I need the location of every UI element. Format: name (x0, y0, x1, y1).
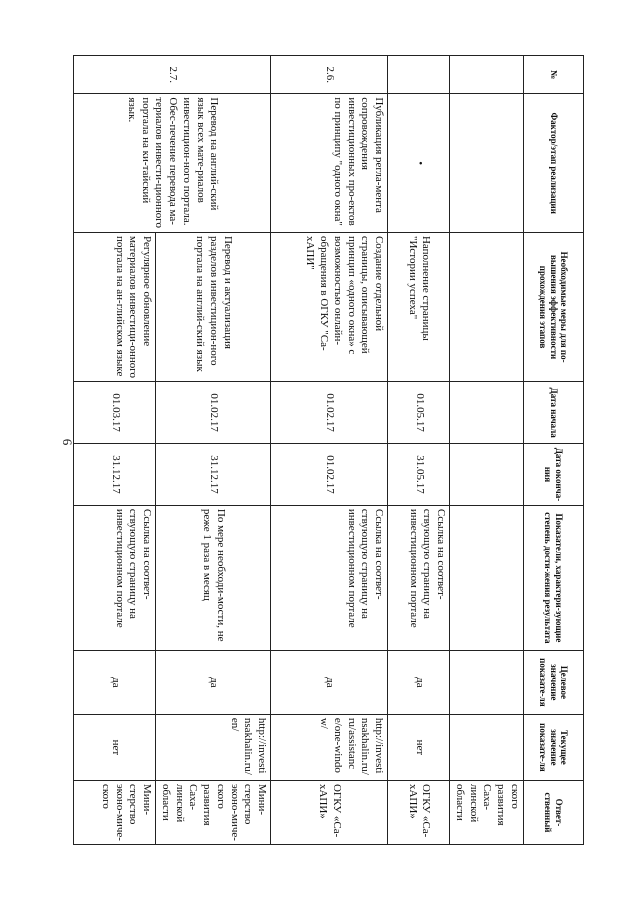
cell-responsible: ОГКУ «Са-хАПИ» (388, 780, 450, 844)
cell-current (450, 714, 524, 780)
page-number: 6 (60, 438, 75, 446)
table-row (156, 56, 271, 845)
cell-responsible: Мини-стерство эконо-миче-ского развития Саха-линской области (156, 780, 271, 844)
header-target: Целевое значение показате-ля (524, 650, 584, 714)
investment-measures-table (73, 55, 584, 845)
cell-end: 31.12.17 (74, 444, 156, 506)
cell-indicator: По мере необходи-мости, не реже 1 раза в месяц (156, 505, 271, 650)
cell-start (450, 382, 524, 444)
header-indicator: Показатели, характери-зующие степень дости-жения результата (524, 505, 584, 650)
cell-factor: Публикация регла-мента сопровождения инвестиционных про-ектов по принципу "одного окна" (271, 94, 388, 233)
header-start: Дата начала (524, 382, 584, 444)
header-current: Текущее значение показате-ля (524, 714, 584, 780)
cell-factor: • (388, 94, 450, 233)
cell-current: нет (74, 714, 156, 780)
cell-num: 2.6. (271, 56, 388, 94)
cell-start: 01.02.17 (156, 382, 271, 444)
cell-end: 31.12.17 (156, 444, 271, 506)
cell-measure (450, 232, 524, 381)
header-end: Дата оконча-ния (524, 444, 584, 506)
header-factor: Фактор/этап реализации (524, 94, 584, 233)
cell-measure: Наполнение страницы "Истории успеха" (388, 232, 450, 381)
cell-num (388, 56, 450, 94)
cell-current: нет (388, 714, 450, 780)
table-row (450, 56, 524, 845)
cell-num (450, 56, 524, 94)
cell-end: 01.02.17 (271, 444, 388, 506)
cell-num: 2.7. (74, 56, 271, 94)
cell-indicator: Ссылка на соответ-ствующую страницу на инвестиционном портале (388, 505, 450, 650)
cell-current: http://investinsakhalin.ru/ru/assistance/one-window/ (271, 714, 388, 780)
table-row (388, 56, 450, 845)
cell-start: 01.03.17 (74, 382, 156, 444)
table-row (271, 56, 388, 845)
cell-responsible: ского развития Саха-линской области (450, 780, 524, 844)
cell-factor (450, 94, 524, 233)
cell-current: http://investinsakhalin.ru/en/ (156, 714, 271, 780)
rotated-table-page (100, 55, 584, 845)
cell-indicator: Ссылка на соответ-ствующую страницу на инвестиционном портале (271, 505, 388, 650)
cell-end (450, 444, 524, 506)
cell-measure: Перевод и актуализация разделов инвестицион-ного портала на англий-ский язык (156, 232, 271, 381)
cell-target (450, 650, 524, 714)
header-num: № (524, 56, 584, 94)
cell-responsible: Мини-стерство эконо-миче-ского (74, 780, 156, 844)
cell-factor: Перевод на англий-ский язык всех мате-риалов инвестицион-ного портала. Обес-печение перевода ма-териалов инвести-ционного портала на ки-тайский язык. (74, 94, 271, 233)
cell-target: да (388, 650, 450, 714)
cell-end: 31.05.17 (388, 444, 450, 506)
cell-start: 01.02.17 (271, 382, 388, 444)
cell-indicator: Ссылка на соответ-ствующую страницу на инвестиционном портале (74, 505, 156, 650)
cell-measure: Регулярное обновление материалов инвестици-онного портала на ан-глийском языке (74, 232, 156, 381)
cell-target: да (74, 650, 156, 714)
cell-measure: Создание отдельной страницы, описывающей принцип «одного окна» с возможностью онлайн-обращения в ОГКУ "Са-хАПИ" (271, 232, 388, 381)
cell-start: 01.05.17 (388, 382, 450, 444)
cell-responsible: ОГКУ «Са-хАПИ» (271, 780, 388, 844)
header-measures: Необходимые меры для по-вышения эффективности прохождения этапов (524, 232, 584, 381)
header-row (524, 56, 584, 845)
header-responsible: Ответ-ственный (524, 780, 584, 844)
cell-indicator (450, 505, 524, 650)
cell-target: да (156, 650, 271, 714)
cell-target: да (271, 650, 388, 714)
